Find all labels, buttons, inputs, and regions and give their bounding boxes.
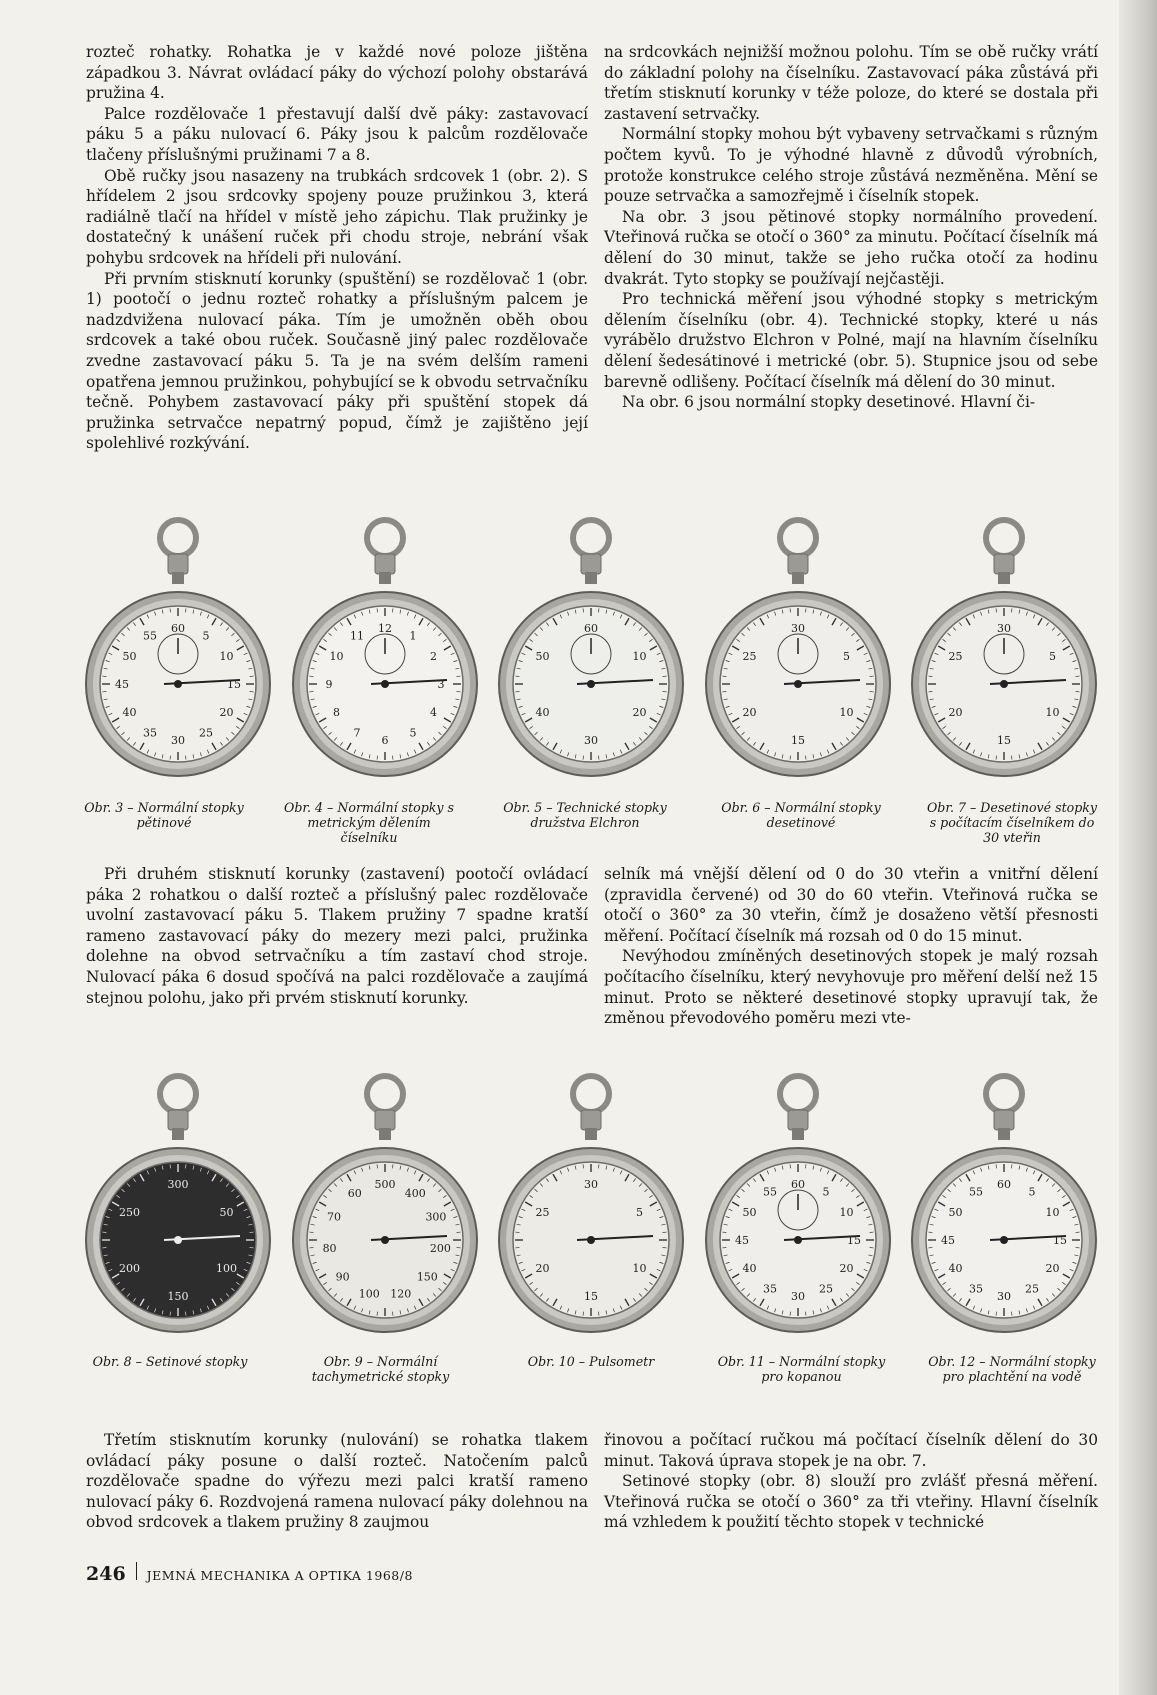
dial-numeral: 100 (215, 1262, 237, 1275)
column-right-top (604, 42, 1098, 413)
dial-numeral: 15 (227, 678, 241, 691)
dial-numeral: 50 (219, 1206, 234, 1219)
dial-numeral: 120 (389, 1287, 411, 1301)
dial-numeral: 10 (838, 706, 853, 719)
hand-pivot (381, 680, 389, 688)
figure-caption: Obr. 9 – Normální tachymetrické stopky (311, 1354, 450, 1384)
dial-numeral: 7 (353, 726, 360, 740)
dial-numeral: 30 (790, 1290, 805, 1303)
dial-numeral: 5 (1028, 1185, 1036, 1199)
dial-numeral: 40 (948, 1262, 963, 1275)
crown (168, 1110, 188, 1130)
dial-numeral: 500 (374, 1178, 395, 1191)
dial-numeral: 300 (167, 1178, 189, 1191)
bow-ring (780, 1076, 816, 1112)
dial-numeral: 25 (742, 650, 757, 663)
dial-numeral: 60 (790, 1178, 805, 1191)
column-left-bottom (86, 1430, 588, 1533)
dial-numeral: 5 (822, 1185, 829, 1199)
crown (788, 1110, 808, 1130)
dial-numeral: 10 (1045, 706, 1060, 719)
column-left-top (86, 42, 588, 454)
dial-numeral: 5 (1048, 650, 1056, 663)
dial-numeral: 60 (997, 1178, 1011, 1191)
dial-numeral: 200 (429, 1241, 451, 1255)
figure-caption: Obr. 4 – Normální stopky s metrickým dělením číselníku (284, 800, 454, 845)
column-left-middle (86, 864, 588, 1008)
figure-caption: Obr. 10 – Pulsometr (527, 1354, 655, 1369)
stopwatch-photo-10 (493, 1068, 689, 1338)
dial-numeral: 9 (325, 678, 332, 691)
dial-numeral: 4 (429, 706, 437, 719)
dial-numeral: 250 (119, 1206, 141, 1219)
dial-numeral: 11 (349, 629, 364, 643)
dial-numeral: 20 (838, 1262, 853, 1275)
dial-numeral: 45 (115, 678, 129, 691)
paragraph: rozteč rohatky. Rohatka je v každé nové poloze jištěna západkou 3. Návrat ovládací páky do výchozí polohy obstarává pružina 4. (86, 43, 588, 103)
figure-caption: Obr. 12 – Normální stopky pro plachtění na vodě (928, 1354, 1096, 1384)
crown-stem (792, 572, 804, 584)
paragraph: Při prvním stisknutí korunky (spuštění) se rozdělovač 1 (obr. 1) pootočí o jednu rozteč rohatky a příslušným palcem je nadzdvižena nulovací páka. Tím je umožněn oběh obou srdcovek a také obou ruček. Současně jiný palec rozdělovače zvedne zastavovací páku 5. Ta je na svém delším rameni opatřena jemnou pružinkou, pohybující se k obvodu setrvačníku tečně. Pohybem zastavovací páky při spuštění stopek dá pružinka setrvačce nepatrný popud, čímž je zajištěno její spolehlivé rozkývání. (86, 269, 588, 453)
dial-numeral: 40 (535, 706, 550, 719)
photo-row-1 (80, 512, 1102, 782)
stopwatch-photo-7 (906, 512, 1102, 782)
crown (581, 554, 601, 574)
crown (994, 1110, 1014, 1130)
dial-numeral: 40 (122, 706, 137, 719)
dial-numeral: 35 (762, 1282, 777, 1296)
crown (375, 1110, 395, 1130)
hand-pivot (1000, 1236, 1008, 1244)
paragraph: na srdcovkách nejnižší možnou polohu. Tím se obě ručky vrátí do základní polohy na číselníku. Zastavovací páka zůstává při třetím stisknutí korunky v téže poloze, do které se dostala při zastavení setrvačky. (604, 43, 1098, 123)
figure-caption: Obr. 7 – Desetinové stopky s počítacím číselníkem do 30 vteřin (926, 800, 1098, 845)
dial-numeral: 60 (584, 622, 598, 635)
dial-numeral: 10 (219, 650, 234, 663)
paragraph: Setinové stopky (obr. 8) slouží pro zvlášť přesná měření. Vteřinová ručka se otočí o 360° za tři vteřiny. Hlavní číselník má vzhledem k použití těchto stopek v technické (604, 1472, 1098, 1532)
hand-pivot (381, 1236, 389, 1244)
dial-numeral: 45 (734, 1234, 749, 1247)
hand-pivot (1000, 680, 1008, 688)
dial-numeral: 15 (790, 734, 805, 747)
dial-numeral: 60 (347, 1186, 362, 1200)
hand-pivot (174, 1236, 182, 1244)
caption-row-1 (80, 800, 1102, 845)
bow-ring (160, 1076, 196, 1112)
bow-ring (367, 520, 403, 556)
column-right-bottom (604, 1430, 1098, 1533)
crown-stem (792, 1128, 804, 1140)
figure-caption: Obr. 5 – Technické stopky družstva Elchron (503, 800, 667, 830)
hand-pivot (794, 680, 802, 688)
figure-caption: Obr. 6 – Normální stopky desetinové (721, 800, 881, 830)
crown-stem (172, 572, 184, 584)
dial-numeral: 50 (948, 1206, 963, 1219)
dial-numeral: 15 (846, 1234, 861, 1247)
crown-stem (998, 1128, 1010, 1140)
dial-numeral: 30 (584, 1178, 598, 1191)
paragraph: Palce rozdělovače 1 přestavují další dvě páky: zastavovací páku 5 a páku nulovací 6. Páky jsou k palcům rozdělovače tlačeny příslušnými pružinami 7 a 8. (86, 104, 588, 164)
bow-ring (780, 520, 816, 556)
dial-numeral: 300 (424, 1210, 446, 1224)
dial-numeral: 5 (635, 1206, 643, 1219)
stopwatch-photo-9 (287, 1068, 483, 1338)
figure-caption: Obr. 8 – Setinové stopky (92, 1354, 248, 1369)
bow-ring (160, 520, 196, 556)
footer-divider (136, 1562, 137, 1580)
bow-ring (986, 520, 1022, 556)
dial-numeral: 5 (409, 726, 416, 740)
photo-row-2 (80, 1068, 1102, 1338)
dial-numeral: 10 (632, 650, 647, 663)
dial-numeral: 1 (409, 629, 416, 643)
hand-pivot (794, 1236, 802, 1244)
hand-pivot (587, 1236, 595, 1244)
dial-numeral: 90 (335, 1270, 350, 1284)
dial-numeral: 200 (119, 1262, 141, 1275)
journal-title: JEMNÁ MECHANIKA A OPTIKA 1968/8 (146, 1568, 413, 1583)
dial-numeral: 30 (171, 734, 185, 747)
dial-numeral: 15 (584, 1290, 598, 1303)
paragraph: Na obr. 3 jsou pětinové stopky normálního provedení. Vteřinová ručka se otočí o 360° za minutu. Počítací číselník má dělení do 30 minut, takže se jeho ručka otočí za hodinu dvakrát. Tyto stopky se používají nejčastěji. (604, 207, 1098, 288)
dial-numeral: 2 (429, 650, 437, 663)
bow-ring (573, 520, 609, 556)
paragraph: Normální stopky mohou být vybaveny setrvačkami s různým počtem kyvů. To je výhodné hlavně z důvodů výrobních, protože konstrukce celého stroje zůstává nezměněna. Mění se pouze setrvačka a samozřejmě i číselník stopek. (604, 125, 1098, 206)
dial-numeral: 55 (762, 1185, 777, 1199)
dial-numeral: 20 (535, 1262, 550, 1275)
crown-stem (585, 572, 597, 584)
bow-ring (573, 1076, 609, 1112)
dial-numeral: 5 (202, 629, 210, 643)
paragraph: Třetím stisknutím korunky (nulování) se rohatka tlakem ovládací páky posune o další rozteč. Natočením palců rozdělovače spadne do výřezu mezi palci kratší rameno nulovací páky 6. Rozdvojená ramena nulovací páky dolehnou na obvod srdcovek a tlakem pružiny 8 zaujmou (86, 1431, 588, 1532)
crown-stem (998, 572, 1010, 584)
dial-numeral: 150 (416, 1270, 438, 1284)
dial-numeral: 25 (1025, 1282, 1039, 1296)
bow-ring (986, 1076, 1022, 1112)
dial-numeral: 60 (171, 622, 185, 635)
dial-numeral: 20 (1045, 1262, 1060, 1275)
dial-numeral: 20 (948, 706, 963, 719)
paragraph: Obě ručky jsou nasazeny na trubkách srdcovek 1 (obr. 2). S hřídelem 2 jsou srdcovky spojeny pouze pružinkou 3, která radiálně tlačí na hřídel v místě jeho zápichu. Tlak pružinky je dostatečný k unášení ruček při chodu stroje, nebrání však pohybu srdcovek na hřídeli při nulování. (86, 166, 588, 267)
dial-numeral: 100 (358, 1287, 380, 1301)
crown-stem (172, 1128, 184, 1140)
crown-stem (379, 572, 391, 584)
dial-numeral: 25 (948, 650, 963, 663)
page-edge-shadow (1119, 0, 1157, 1695)
paragraph: Na obr. 6 jsou normální stopky desetinové. Hlavní či- (622, 393, 1036, 412)
dial-numeral: 10 (1045, 1206, 1060, 1219)
stopwatch-photo-8 (80, 1068, 276, 1338)
dial-numeral: 30 (997, 622, 1011, 635)
crown (375, 554, 395, 574)
dial-numeral: 3 (437, 678, 444, 691)
figure-caption: Obr. 11 – Normální stopky pro kopanou (717, 1354, 886, 1384)
dial-numeral: 20 (742, 706, 757, 719)
paragraph: Pro technická měření jsou výhodné stopky s metrickým dělením číselníku (obr. 4). Technické stopky, které u nás vyrábělo družstvo Elchron v Polné, mají na hlavním číselníku dělení šedesátinové i metrické (obr. 5). Stupnice jsou od sebe barevně odlišeny. Počítací číselník má dělení do 30 minut. (604, 290, 1098, 391)
dial-numeral: 15 (997, 734, 1011, 747)
paragraph: Nevýhodou zmíněných desetinových stopek je malý rozsah počítacího číselníku, který nevyhovuje pro měření delší než 15 minut. Proto se některé desetinové stopky upravují tak, že změnou převodového poměru mezi vte- (604, 947, 1098, 1028)
stopwatch-photo-4 (287, 512, 483, 782)
crown (788, 554, 808, 574)
stopwatch-photo-12 (906, 1068, 1102, 1338)
dial-numeral: 25 (818, 1282, 833, 1296)
dial-numeral: 150 (167, 1290, 189, 1303)
dial-numeral: 45 (941, 1234, 955, 1247)
dial-numeral: 12 (377, 622, 392, 635)
dial-numeral: 10 (329, 650, 344, 663)
dial-numeral: 10 (838, 1206, 853, 1219)
page-footer (86, 1562, 413, 1585)
bow-ring (367, 1076, 403, 1112)
column-right-middle (604, 864, 1098, 1029)
dial-numeral: 8 (332, 706, 340, 719)
dial-numeral: 55 (143, 629, 157, 643)
caption-row-2 (80, 1354, 1102, 1384)
dial-numeral: 25 (535, 1206, 550, 1219)
crown (994, 554, 1014, 574)
paragraph: řinovou a počítací ručkou má počítací číselník dělení do 30 minut. Taková úprava stopek je na obr. 7. (604, 1431, 1098, 1470)
dial-numeral: 35 (969, 1282, 983, 1296)
crown-stem (585, 1128, 597, 1140)
dial-numeral: 70 (326, 1210, 341, 1224)
dial-numeral: 10 (632, 1262, 647, 1275)
page-number: 246 (86, 1563, 126, 1585)
dial-numeral: 80 (322, 1241, 337, 1255)
hand-pivot (174, 680, 182, 688)
hand-pivot (587, 680, 595, 688)
stopwatch-photo-5 (493, 512, 689, 782)
dial-numeral: 20 (219, 706, 234, 719)
dial-numeral: 5 (842, 650, 850, 663)
dial-numeral: 50 (535, 650, 550, 663)
paragraph: selník má vnější dělení od 0 do 30 vteřin a vnitřní dělení (zpravidla červené) od 30 do 60 vteřin. Vteřinová ručka se otočí o 360° za 30 vteřin, čímž je dosaženo větší přesnosti měření. Počítací číselník má rozsah od 0 do 15 minut. (604, 865, 1098, 945)
dial-numeral: 20 (632, 706, 647, 719)
crown (581, 1110, 601, 1130)
dial-numeral: 400 (404, 1186, 426, 1200)
dial-numeral: 35 (143, 726, 157, 740)
dial-numeral: 30 (790, 622, 805, 635)
crown-stem (379, 1128, 391, 1140)
crown (168, 554, 188, 574)
figure-caption: Obr. 3 – Normální stopky pětinové (84, 800, 244, 830)
dial-numeral: 30 (997, 1290, 1011, 1303)
dial-numeral: 30 (584, 734, 598, 747)
stopwatch-photo-11 (700, 1068, 896, 1338)
dial-numeral: 50 (742, 1206, 757, 1219)
dial-numeral: 6 (381, 734, 388, 747)
dial-numeral: 50 (122, 650, 137, 663)
stopwatch-photo-3 (80, 512, 276, 782)
paragraph: Při druhém stisknutí korunky (zastavení) pootočí ovládací páka 2 rohatkou o další rozteč a příslušný palec rozdělovače uvolní zastavovací páku 5. Tlakem pružiny 7 spadne kratší rameno zastavovací páky do mezery mezi palci, pružinka dolehne na obvod setrvačníku a tím zastaví chod stroje. Nulovací páka 6 dosud spočívá na palci rozdělovače a zaujímá stejnou polohu, jako při prvém stisknutí korunky. (86, 865, 588, 1007)
dial-numeral: 40 (742, 1262, 757, 1275)
dial-numeral: 25 (199, 726, 213, 740)
dial-numeral: 55 (969, 1185, 983, 1199)
dial-numeral: 15 (1053, 1234, 1067, 1247)
stopwatch-photo-6 (700, 512, 896, 782)
